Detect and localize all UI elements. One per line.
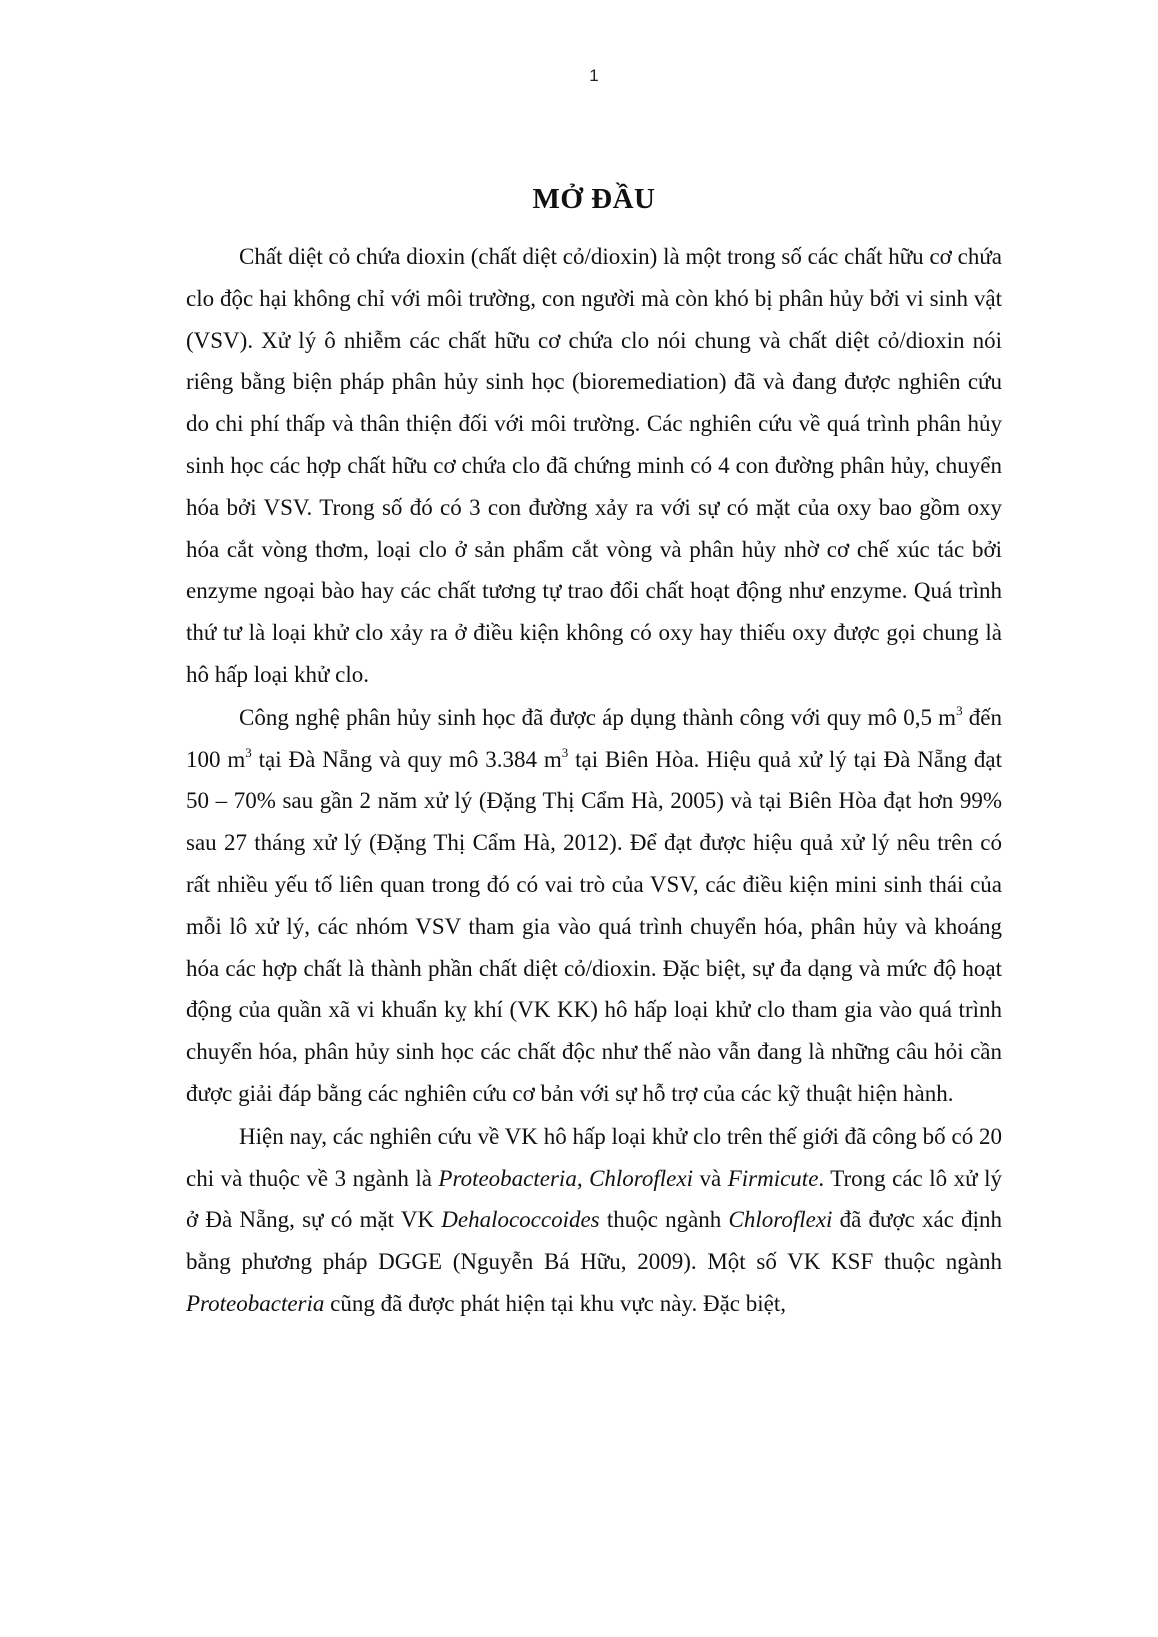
text-run: . Trong các lô xử lý ở Đà Nẵng, sự có mặt VK bbox=[186, 1165, 1003, 1233]
text-run: Công nghệ phân hủy sinh học đã được áp dụng thành công với quy mô 0,5 m bbox=[239, 704, 957, 730]
text-run: đã được xác định bằng phương pháp DGGE (Nguyễn Bá Hữu, 2009). Một số VK KSF thuộc ngành bbox=[186, 1207, 1003, 1275]
text-run: và bbox=[692, 1165, 728, 1191]
text-run: thuộc ngành bbox=[599, 1207, 729, 1233]
text-run: tại Đà Nẵng và quy mô 3.384 m bbox=[251, 746, 562, 772]
paragraph-1: Chất diệt cỏ chứa dioxin (chất diệt cỏ/dioxin) là một trong số các chất hữu cơ chứa clo độc hại không chỉ với môi trường, con người mà còn khó bị phân hủy bởi vi sinh vật (VSV). Xử lý ô nhiễm các chất hữu cơ chứa clo nói chung và chất diệt cỏ/dioxin nói riêng bằng biện pháp phân hủy sinh học (bioremediation) đã và đang được nghiên cứu do chi phí thấp và thân thiện đối với môi trường. Các nghiên cứu về quá trình phân hủy sinh học các hợp chất hữu cơ chứa clo đã chứng minh có 4 con đường phân hủy, chuyển hóa bởi VSV. Trong số đó có 3 con đường xảy ra với sự có mặt của oxy bao gồm oxy hóa cắt vòng thơm, loại clo ở sản phẩm cắt vòng và phân hủy nhờ cơ chế xúc tác bởi enzyme ngoại bào hay các chất tương tự trao đổi chất hoạt động như enzyme. Quá trình thứ tư là loại khử clo xảy ra ở điều kiện không có oxy hay thiếu oxy được gọi chung là hô hấp loại khử clo. bbox=[186, 244, 1002, 687]
body-text bbox=[186, 236, 1002, 1325]
superscript: 3 bbox=[561, 744, 569, 760]
italic-taxon: Firmicute bbox=[727, 1165, 819, 1191]
text-run: tại Biên Hòa. Hiệu quả xử lý tại Đà Nẵng đạt 50 – 70% sau gần 2 năm xử lý (Đặng Thị Cẩm Hà, 2005) và tại Biên Hòa đạt hơn 99% sau 27 tháng xử lý (Đặng Thị Cẩm Hà, 2012). Để đạt được hiệu quả xử lý nêu trên có rất nhiều yếu tố liên quan trong đó có vai trò của VSV, các điều kiện mini sinh thái của mỗi lô xử lý, các nhóm VSV tham gia vào quá trình chuyển hóa, phân hủy và khoáng hóa các hợp chất là thành phần chất diệt cỏ/dioxin. Đặc biệt, sự đa dạng và mức độ hoạt động của quần xã vi khuẩn kỵ khí (VK KK) hô hấp loại khử clo tham gia vào quá trình chuyển hóa, phân hủy sinh học các chất độc như thế nào vẫn đang là những câu hỏi cần được giải đáp bằng các nghiên cứu cơ bản với sự hỗ trợ của các kỹ thuật hiện hành. bbox=[186, 746, 1002, 1106]
page-title: MỞ ĐẦU bbox=[532, 183, 656, 215]
text-run: cũng đã được phát hiện tại khu vực này. Đặc biệt, bbox=[324, 1290, 787, 1316]
paragraph-2 bbox=[186, 697, 1002, 1115]
italic-taxon: Proteobacteria, Chloroflexi bbox=[438, 1165, 693, 1191]
italic-taxon: Dehalococcoides bbox=[441, 1207, 600, 1233]
text-run: Hiện nay, các nghiên cứu về VK hô hấp loại khử clo trên thế giới đã công bố có 20 chi và thuộc về 3 ngành là bbox=[186, 1123, 1002, 1191]
superscript: 3 bbox=[245, 744, 252, 760]
italic-taxon: Proteobacteria bbox=[186, 1290, 325, 1316]
italic-taxon: Chloroflexi bbox=[728, 1207, 833, 1233]
text-run: đến 100 m bbox=[186, 704, 1002, 772]
page-number: 1 bbox=[589, 66, 599, 85]
superscript: 3 bbox=[956, 702, 963, 718]
paragraph-3 bbox=[186, 1116, 1002, 1325]
